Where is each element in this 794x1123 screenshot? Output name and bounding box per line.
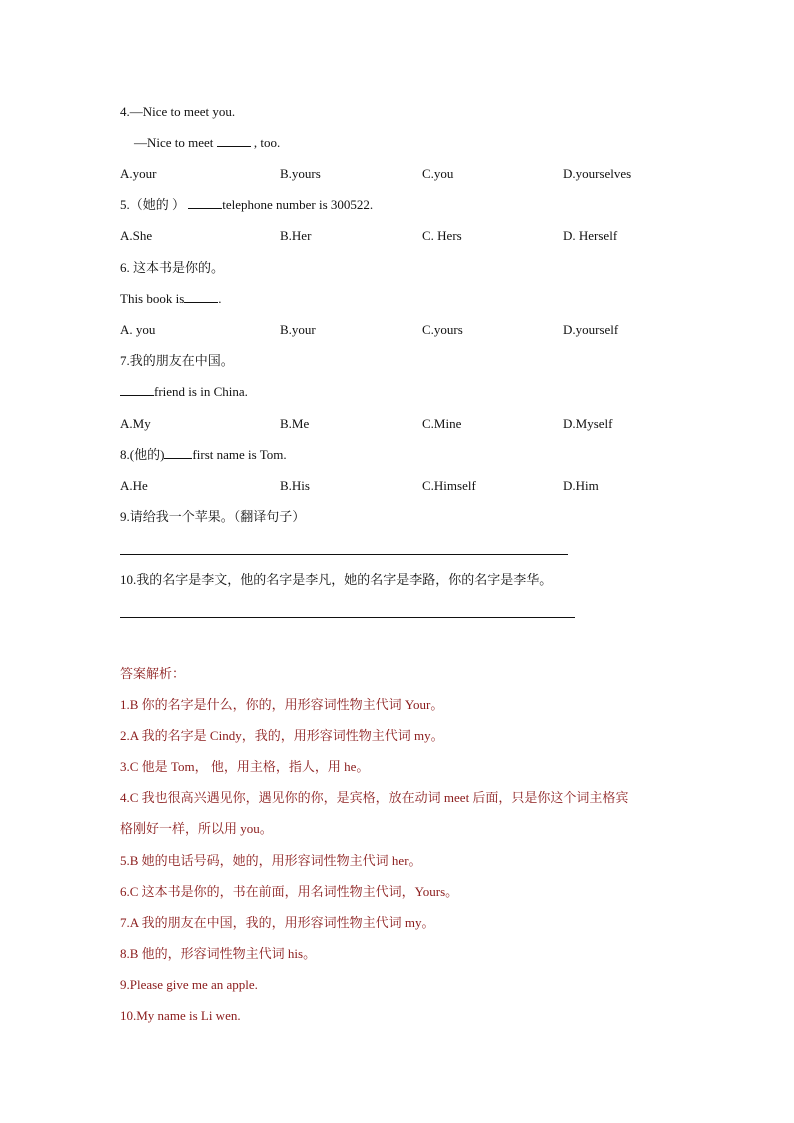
option-b: B.His <box>280 478 310 493</box>
answer-item: 9.Please give me an apple. <box>120 977 258 992</box>
question-5-options <box>120 228 720 244</box>
question-4-stem: 4.—Nice to meet you. <box>120 104 236 119</box>
question-6-line2 <box>120 291 222 307</box>
question-7-options <box>120 416 720 432</box>
option-d: D. Herself <box>563 228 618 243</box>
answer-item: 8.B 他的，形容词性物主代词 his。 <box>120 946 317 961</box>
question-8-post: first name is Tom. <box>192 447 287 462</box>
answer-item-continued: 格刚好一样，所以用 you。 <box>120 821 273 836</box>
option-b: B.Her <box>280 228 312 243</box>
question-6-line2-post: . <box>218 291 222 306</box>
question-4-line2 <box>134 135 280 151</box>
option-b: B.Me <box>280 416 310 431</box>
question-6-line2-pre: This book is <box>120 291 185 306</box>
answer-blank <box>184 291 218 303</box>
option-a: A.He <box>120 478 148 493</box>
option-d: D.Him <box>563 478 599 493</box>
question-5-pre: 5.（她的 ） <box>120 197 189 212</box>
option-c: C. Hers <box>422 228 462 243</box>
option-d: D.yourself <box>563 322 619 337</box>
option-b: B.yours <box>280 166 321 181</box>
option-a: A.She <box>120 228 153 243</box>
answer-line <box>120 617 575 618</box>
answer-item: 7.A 我的朋友在中国，我的，用形容词性物主代词 my。 <box>120 915 435 930</box>
answer-line <box>120 554 568 555</box>
option-c: C.yours <box>422 322 463 337</box>
option-a: A. you <box>120 322 156 337</box>
question-4-options <box>120 166 720 182</box>
option-c: C.you <box>422 166 454 181</box>
option-d: D.Myself <box>563 416 613 431</box>
option-c: C.Mine <box>422 416 462 431</box>
option-a: A.your <box>120 166 157 181</box>
answer-item: 6.C 这本书是你的，书在前面，用名词性物主代词，Yours。 <box>120 884 459 899</box>
question-8-options <box>120 478 720 494</box>
answer-blank <box>120 384 154 396</box>
answers-heading: 答案解析： <box>120 666 186 681</box>
question-9-stem: 9.请给我一个苹果。（翻译句子） <box>120 509 306 524</box>
question-7-line2-post: friend is in China. <box>154 384 248 399</box>
answer-item: 2.A 我的名字是 Cindy，我的，用形容词性物主代词 my。 <box>120 728 444 743</box>
answer-item: 4.C 我也很高兴遇见你，遇见你的你，是宾格，放在动词 meet 后面，只是你这个词主格宾 <box>120 790 629 805</box>
answer-blank <box>188 197 222 209</box>
question-5-post: telephone number is 300522. <box>222 197 374 212</box>
question-5-stem <box>120 197 373 213</box>
answer-item: 3.C 他是 Tom， 他，用主格，指人，用 he。 <box>120 759 370 774</box>
option-d: D.yourselves <box>563 166 632 181</box>
answer-item: 10.My name is Li wen. <box>120 1008 241 1023</box>
question-4-line2-post: , too. <box>250 135 281 150</box>
question-8-stem <box>120 447 287 463</box>
question-7-stem: 7.我的朋友在中国。 <box>120 353 234 368</box>
answer-item: 1.B 你的名字是什么，你的，用形容词性物主代词 Your。 <box>120 697 444 712</box>
answer-item: 5.B 她的电话号码，她的，用形容词性物主代词 her。 <box>120 853 422 868</box>
question-7-line2 <box>120 384 248 400</box>
question-6-stem: 6. 这本书是你的。 <box>120 260 225 275</box>
question-6-options <box>120 322 720 338</box>
question-8-pre: 8.(他的) <box>120 447 165 462</box>
option-b: B.your <box>280 322 316 337</box>
option-c: C.Himself <box>422 478 476 493</box>
option-a: A.My <box>120 416 151 431</box>
question-4-line2-pre: —Nice to meet <box>134 135 217 150</box>
question-10-stem: 10.我的名字是李文，他的名字是李凡，她的名字是李路，你的名字是李华。 <box>120 572 553 587</box>
answer-blank <box>164 447 192 459</box>
answer-blank <box>217 135 251 147</box>
